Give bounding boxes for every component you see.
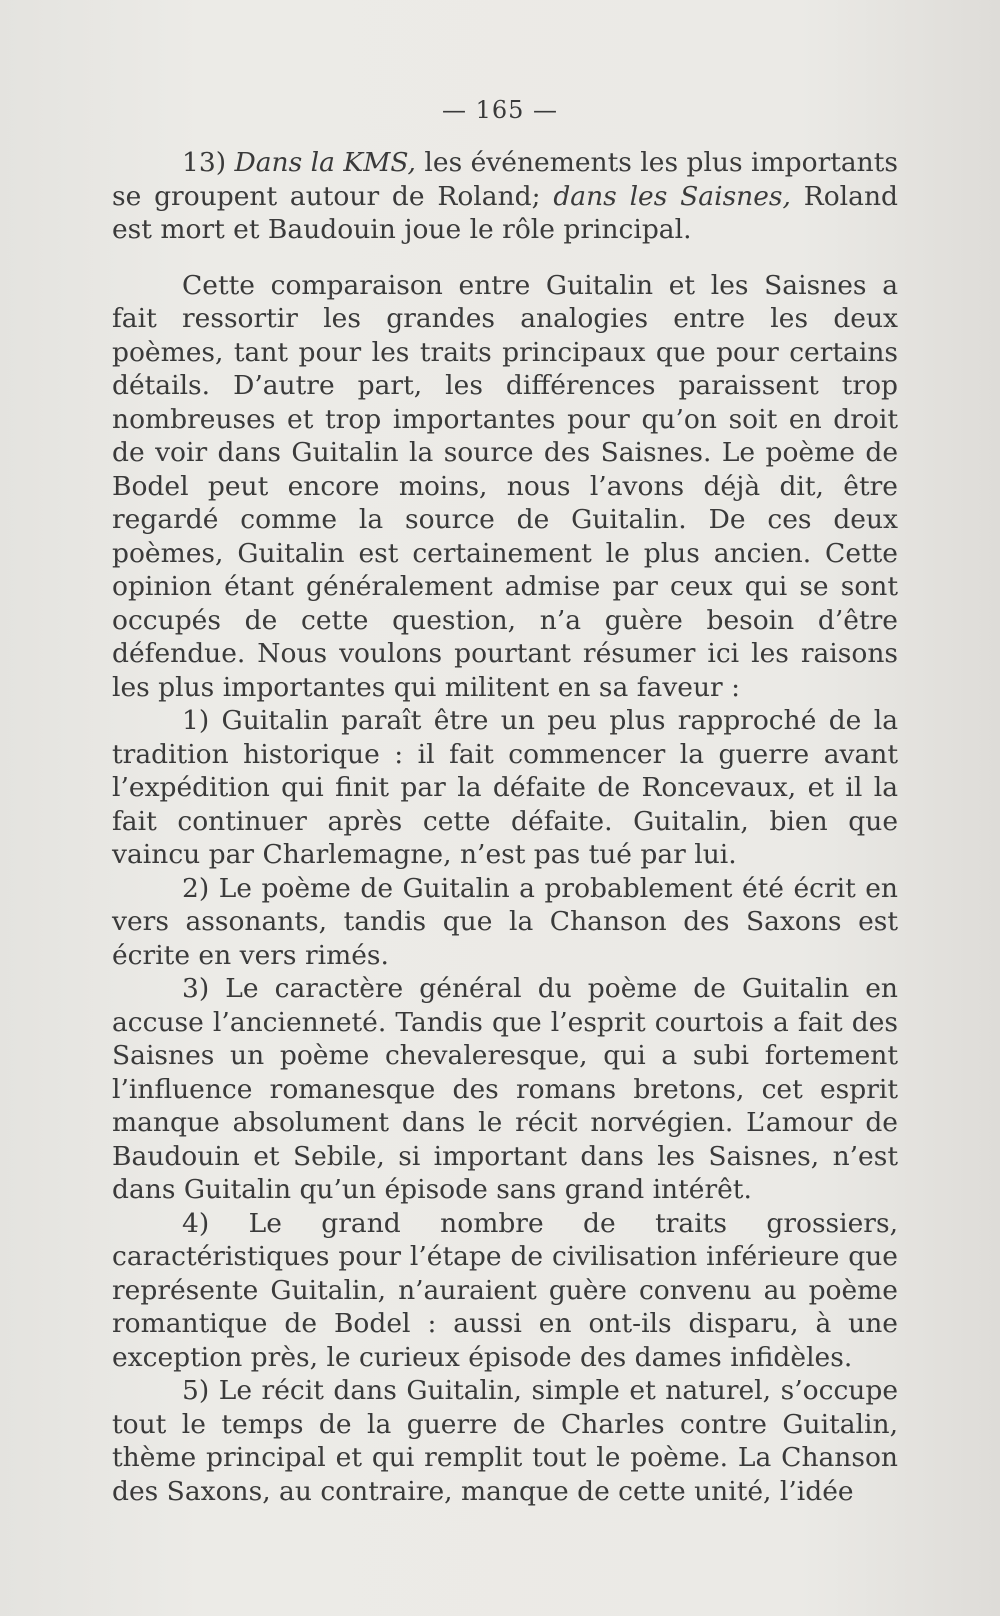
paragraph-4 xyxy=(112,872,898,973)
text-run: 5) Le récit dans Guitalin, simple et naturel, s’occupe tout le temps de la guerre de Charles contre Guitalin, thème principal et qui remplit tout le poème. La Chanson des Saxons, au contraire, manque de cette unité, l’idée xyxy=(112,1375,898,1507)
text-run: Cette comparaison entre Guitalin et les Saisnes a fait ressortir les grandes analogies entre les deux poèmes, tant pour les traits principaux que pour certains détails. D’autre part, les différences paraissent trop nombreuses et trop importantes pour qu’on soit en droit de voir dans Guitalin la source des Saisnes. Le poème de Bodel peut encore moins, nous l’avons déjà dit, être regardé comme la source de Guitalin. De ces deux poèmes, Guitalin est certainement le plus ancien. Cette opinion étant généralement admise par ceux qui se sont occupés de cette question, n’a guère besoin d’être défendue. Nous voulons pourtant résumer ici les raisons les plus importantes qui militent en sa faveur : xyxy=(112,269,898,703)
text-run: 13) xyxy=(182,147,235,178)
text-run: 3) Le caractère général du poème de Guitalin en accuse l’ancienneté. Tandis que l’esprit courtois a fait des Saisnes un poème chevaleresque, qui a subi fortement l’influence romanesque des romans bretons, cet esprit manque absolument dans le récit norvégien. L’amour de Baudouin et Sebile, si important dans les Saisnes, n’est dans Guitalin qu’un épisode sans grand intérêt. xyxy=(112,973,898,1205)
text-run: les événements les plus importants se groupent autour de Roland; xyxy=(112,147,898,212)
page-number: — 165 — xyxy=(441,96,559,124)
paragraph-5 xyxy=(112,972,898,1207)
italic-text: Dans la KMS, xyxy=(234,147,416,178)
text-run: Roland est mort et Baudouin joue le rôle principal. xyxy=(112,180,898,245)
paragraph-6 xyxy=(112,1207,898,1375)
paragraph-7 xyxy=(112,1374,898,1508)
italic-text: dans les Saisnes, xyxy=(553,180,791,212)
text-run: 2) Le poème de Guitalin a probablement été écrit en vers assonants, tandis que la Chanson des Saxons est écrite en vers rimés. xyxy=(112,872,898,971)
paragraph-2 xyxy=(112,269,898,705)
paragraph-3 xyxy=(112,704,898,872)
text-run: 4) Le grand nombre de traits grossiers, caractéristiques pour l’étape de civilisation inférieure que représente Guitalin, n’auraient guère convenu au poème romantique de Bodel : aussi en ont-ils disparu, à une exception près, le curieux épisode des dames infidèles. xyxy=(112,1207,898,1373)
text-run: 1) Guitalin paraît être un peu plus rapproché de la tradition historique : il fait commencer la guerre avant l’expédition qui finit par la défaite de Roncevaux, et il la fait continuer après cette défaite. Guitalin, bien que vaincu par Charlemagne, n’est pas tué par lui. xyxy=(112,705,898,870)
page-body-text xyxy=(112,146,898,1508)
paragraph-1 xyxy=(112,146,898,247)
